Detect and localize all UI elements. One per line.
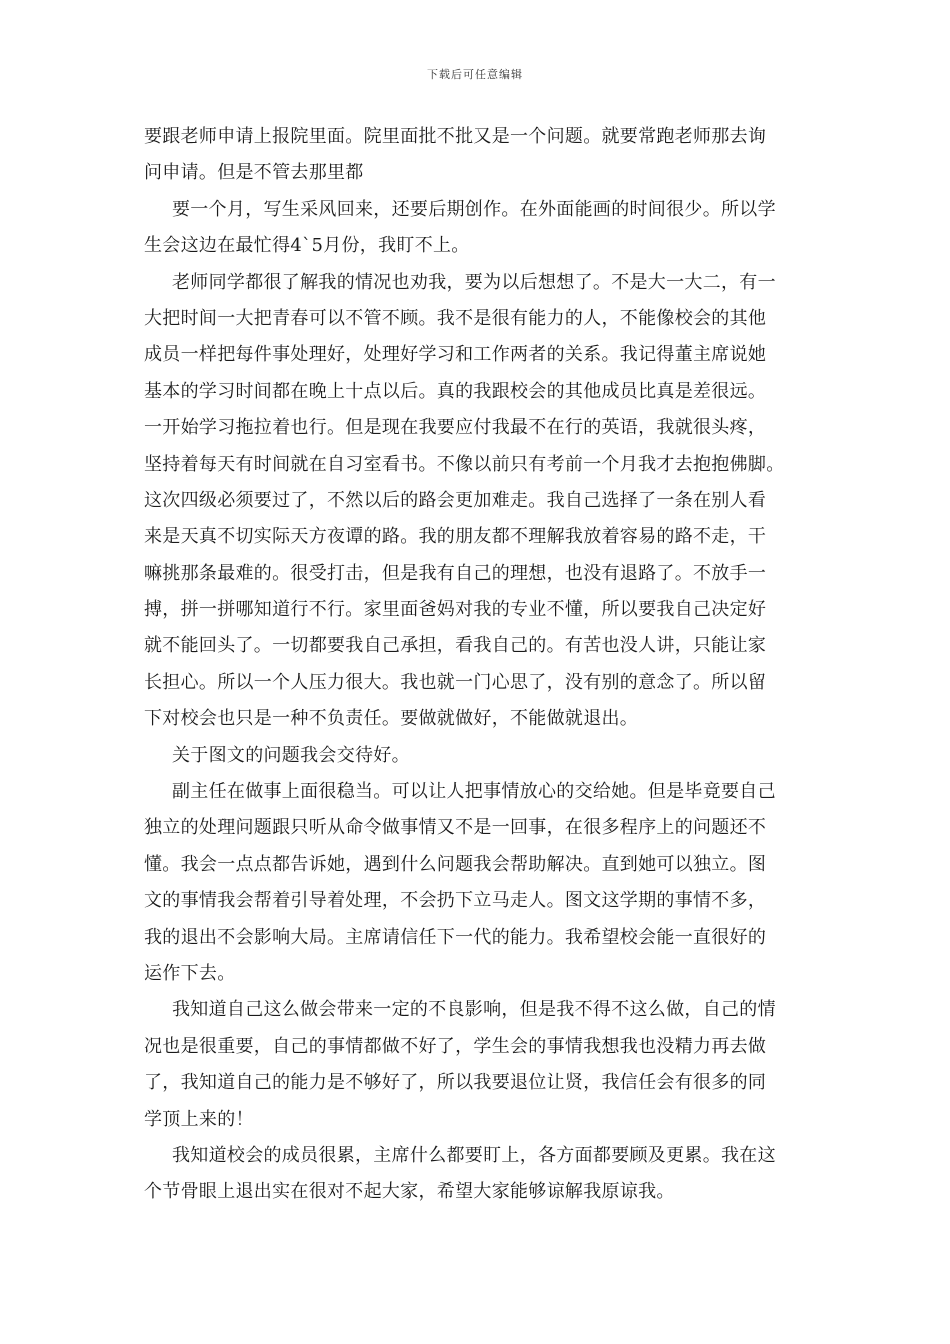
text-line: 下对校会也只是一种不负责任。要做就做好，不能做就退出。 bbox=[144, 708, 639, 730]
text-line: 坚持着每天有时间就在自习室看书。不像以前只有考前一个月我才去抱抱佛脚。 bbox=[144, 453, 785, 475]
text-line: 这次四级必须要过了，不然以后的路会更加难走。我自己选择了一条在别人看 bbox=[144, 489, 767, 511]
text-line: 老师同学都很了解我的情况也劝我，要为以后想想了。不是大一大二，有一 bbox=[172, 271, 776, 293]
text-line: 长担心。所以一个人压力很大。我也就一门心思了，没有别的意念了。所以留 bbox=[144, 671, 767, 693]
text-line: 学顶上来的！ bbox=[144, 1108, 254, 1130]
text-line: 我知道自己这么做会带来一定的不良影响，但是我不得不这么做，自己的情 bbox=[172, 999, 776, 1021]
text-line: 我的退出不会影响大局。主席请信任下一代的能力。我希望校会能一直很好的 bbox=[144, 926, 767, 948]
text-line: 来是天真不切实际天方夜谭的路。我的朋友都不理解我放着容易的路不走，干 bbox=[144, 526, 767, 548]
text-line: 基本的学习时间都在晚上十点以后。真的我跟校会的其他成员比真是差很远。 bbox=[144, 380, 767, 402]
text-line: 生会这边在最忙得4`5月份，我盯不上。 bbox=[144, 235, 470, 257]
text-line: 嘛挑那条最难的。很受打击，但是我有自己的理想，也没有退路了。不放手一 bbox=[144, 562, 767, 584]
text-line: 懂。我会一点点都告诉她，遇到什么问题我会帮助解决。直到她可以独立。图 bbox=[144, 853, 767, 875]
text-line: 要跟老师申请上报院里面。院里面批不批又是一个问题。就要常跑老师那去询 bbox=[144, 126, 767, 147]
text-line: 了，我知道自己的能力是不够好了，所以我要退位让贤，我信任会有很多的同 bbox=[144, 1072, 767, 1094]
text-line: 一开始学习拖拉着也行。但是现在我要应付我最不在行的英语，我就很头疼， bbox=[144, 417, 767, 439]
text-line: 副主任在做事上面很稳当。可以让人把事情放心的交给她。但是毕竟要自己 bbox=[172, 781, 776, 803]
document-body bbox=[144, 119, 810, 1211]
text-line: 况也是很重要，自己的事情都做不好了，学生会的事情我想我也没精力再去做 bbox=[144, 1035, 767, 1057]
text-line: 成员一样把每件事处理好，处理好学习和工作两者的关系。我记得董主席说她 bbox=[144, 344, 767, 366]
text-line: 我知道校会的成员很累，主席什么都要盯上，各方面都要顾及更累。我在这 bbox=[172, 1144, 776, 1166]
text-line: 问申请。但是不管去那里都 bbox=[144, 162, 364, 184]
text-line: 运作下去。 bbox=[144, 962, 236, 984]
page-header: 下载后可任意编辑 bbox=[427, 68, 523, 81]
text-line: 就不能回头了。一切都要我自己承担，看我自己的。有苦也没人讲，只能让家 bbox=[144, 635, 767, 657]
text-line: 大把时间一大把青春可以不管不顾。我不是很有能力的人，不能像校会的其他 bbox=[144, 307, 767, 329]
text-line: 个节骨眼上退出实在很对不起大家，希望大家能够谅解我原谅我。 bbox=[144, 1181, 675, 1203]
text-line: 搏，拼一拼哪知道行不行。家里面爸妈对我的专业不懂，所以要我自己决定好 bbox=[144, 599, 767, 621]
text-line: 关于图文的问题我会交待好。 bbox=[172, 744, 410, 766]
text-line: 文的事情我会帮着引导着处理，不会扔下立马走人。图文这学期的事情不多， bbox=[144, 890, 767, 912]
text-line: 独立的处理问题跟只听从命令做事情又不是一回事，在很多程序上的问题还不 bbox=[144, 817, 767, 839]
text-line: 要一个月，写生采风回来，还要后期创作。在外面能画的时间很少。所以学 bbox=[172, 198, 776, 220]
